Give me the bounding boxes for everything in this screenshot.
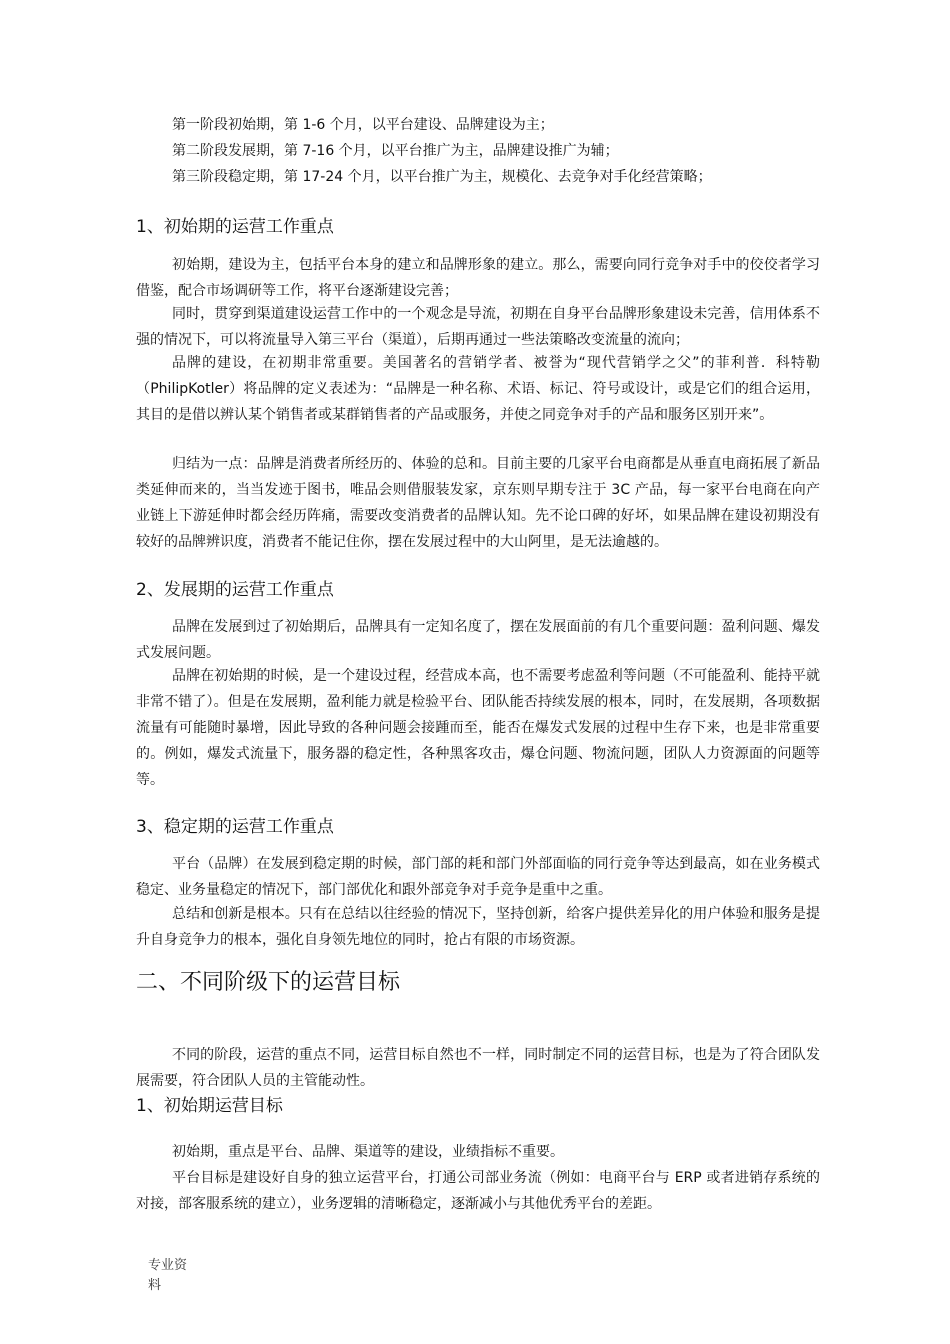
- section-3-paragraph-2: 总结和创新是根本。只有在总结以往经验的情况下，坚持创新，给客户提供差异化的用户体验和服务是提升自身竞争力的根本，强化自身领先地位的同时，抢占有限的市场资源。: [136, 906, 820, 948]
- chapter-2-sub-1-heading: 1、初始期运营目标: [136, 1096, 283, 1116]
- chapter-2-sub-1-paragraph-2: 平台目标是建设好自身的独立运营平台，打通公司部业务流（例如：电商平台与 ERP 或者进销存系统的对接，部客服系统的建立），业务逻辑的清晰稳定，逐渐减小与其他优秀平台的差距。: [136, 1170, 820, 1212]
- page-footer: [148, 1256, 198, 1296]
- section-3-heading: 3、稳定期的运营工作重点: [136, 817, 334, 837]
- stage-3-text: 第三阶段稳定期，第 17-24 个月，以平台推广为主，规模化、去竞争对手化经营策略；: [172, 169, 712, 185]
- section-1-paragraph-3: 品牌的建设，在初期非常重要。美国著名的营销学者、被誉为“现代营销学之父”的菲利普．科特勒（PhilipKotler）将品牌的定义表述为：“品牌是一种名称、术语、标记、符号或设计，或是它们的组合运用，其目的是借以辨认某个销售者或某群销售者的产品或服务，并使之同竞争对手的产品和服务区别开来”。: [136, 355, 820, 423]
- section-1-heading: 1、初始期的运营工作重点: [136, 217, 334, 237]
- chapter-2-sub-1-paragraph-1: 初始期，重点是平台、品牌、渠道等的建设，业绩指标不重要。: [172, 1144, 564, 1160]
- chapter-2-heading: 二、不同阶级下的运营目标: [136, 970, 401, 995]
- section-1-paragraph-2: 同时，贯穿到渠道建设运营工作中的一个观念是导流，初期在自身平台品牌形象建设未完善，信用体系不强的情况下，可以将流量导入第三平台（渠道），后期再通过一些法策略改变流量的流向；: [136, 306, 820, 348]
- section-1-paragraph-1: 初始期，建设为主，包括平台本身的建立和品牌形象的建立。那么，需要向同行竞争对手中的佼佼者学习借鉴，配合市场调研等工作，将平台逐渐建设完善；: [136, 257, 820, 299]
- footer-line-1: 专业资: [148, 1258, 188, 1273]
- section-2-paragraph-2: 品牌在初始期的时候，是一个建设过程，经营成本高，也不需要考虑盈利等问题（不可能盈利、能持平就非常不错了）。但是在发展期，盈利能力就是检验平台、团队能否持续发展的根本，同时，在发展期，各项数据流量有可能随时暴增，因此导致的各种问题会接踵而至，能否在爆发式发展的过程中生存下来，也是非常重要的。例如，爆发式流量下，服务器的稳定性，各种黑客攻击，爆仓问题、物流问题，团队人力资源面的问题等等。: [136, 668, 820, 788]
- section-2-paragraph-1: 品牌在发展到过了初始期后，品牌具有一定知名度了，摆在发展面前的有几个重要问题：盈利问题、爆发式发展问题。: [136, 619, 820, 661]
- section-1-paragraph-4: 归结为一点：品牌是消费者所经历的、体验的总和。目前主要的几家平台电商都是从垂直电商拓展了新品类延伸而来的，当当发迹于图书，唯品会则借服装发家，京东则早期专注于 3C 产品，每一家平台电商在向产业链上下游延伸时都会经历阵痛，需要改变消费者的品牌认知。先不论口碑的好坏，如果品牌在建设初期没有较好的品牌辨识度，消费者不能记住你，摆在发展过程中的大山阿里，是无法逾越的。: [136, 456, 820, 550]
- stage-2-text: 第二阶段发展期，第 7-16 个月，以平台推广为主，品牌建设推广为辅；: [172, 143, 619, 159]
- stage-1-text: 第一阶段初始期，第 1-6 个月，以平台建设、品牌建设为主；: [172, 117, 554, 133]
- section-2-heading: 2、发展期的运营工作重点: [136, 580, 334, 600]
- footer-line-2: 料: [148, 1278, 162, 1293]
- chapter-2-intro: 不同的阶段，运营的重点不同，运营目标自然也不一样，同时制定不同的运营目标，也是为了符合团队发展需要，符合团队人员的主管能动性。: [136, 1047, 820, 1089]
- section-3-paragraph-1: 平台（品牌）在发展到稳定期的时候，部门部的耗和部门外部面临的同行竞争等达到最高，如在业务模式稳定、业务量稳定的情况下，部门部优化和跟外部竞争对手竞争是重中之重。: [136, 856, 820, 898]
